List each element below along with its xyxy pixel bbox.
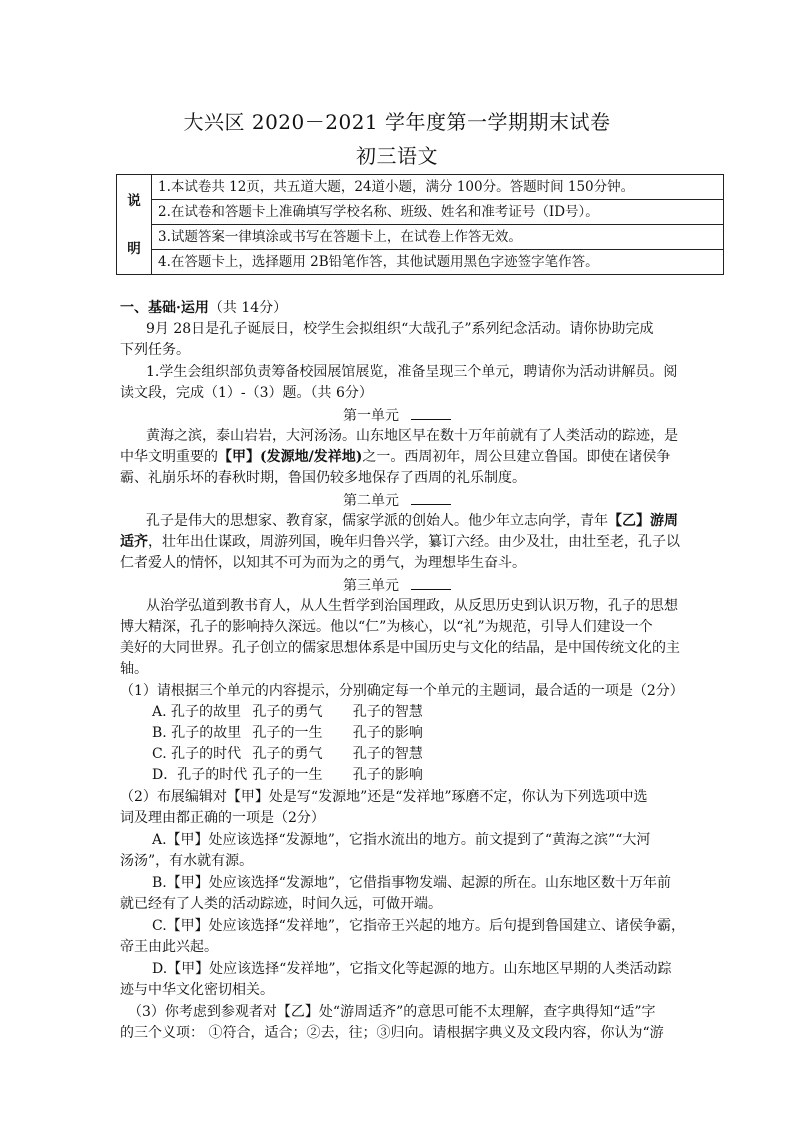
option-c[interactable]: C. 孔子的时代 孔子的勇气 孔子的智慧 (152, 746, 423, 762)
instruction-item: 1.本试卷共 12页，共五道大题，24道小题，满分 100分。答题时间 150分钟。 (152, 175, 724, 200)
unit-1-text: 黄海之滨，泰山岩岩，大河汤汤。山东地区早在数十万年前就有了人类活动的踪迹，是 (146, 428, 678, 444)
unit-1-title: 第一单元 (0, 405, 794, 427)
question-1-intro: 1.学生会组织部负责筹备校园展馆展览，准备呈现三个单元，聘请你为活动讲解员。阅 (146, 364, 678, 380)
unit-3-text: 美好的大同世界。孔子创立的儒家思想体系是中国历史与文化的结晶，是中国传统文化的主 (120, 640, 680, 656)
question-1-2: 词及理由都正确的一项是（2分） (120, 810, 325, 826)
unit-3-text: 博大精深，孔子的影响持久深远。他以“仁”为核心，以“礼”为规范，引导人们建设一个 (120, 619, 653, 635)
question-1-2: （2）布展编辑对【甲】处是写“发源地”还是“发祥地”琢磨不定，你认为下列选项中选 (120, 789, 648, 805)
unit-2-title: 第二单元 (0, 490, 794, 512)
option-c[interactable]: C.【甲】处应该选择“发祥地”，它指帝王兴起的地方。后句提到鲁国建立、诸侯争霸， (152, 918, 685, 934)
instruction-item: 3.试题答案一律填涂或书写在答题卡上，在试卷上作答无效。 (152, 225, 724, 250)
question-1-1: （1）请根据三个单元的内容提示，分别确定每一个单元的主题词，最合适的一项是（2分） (120, 683, 684, 699)
section-intro: 9月 28日是孔子诞辰日，校学生会拟组织“大哉孔子”系列纪念活动。请你协助完成 (146, 321, 654, 337)
section-intro: 下列任务。 (120, 342, 190, 358)
instructions-box (116, 174, 724, 275)
unit-3-title: 第三单元 (0, 575, 794, 597)
answer-blank (411, 490, 451, 505)
question-1-3: 的三个义项： ①符合，适合；②去，往；③归向。请根据字典义及文段内容，你认为“游 (120, 1025, 664, 1041)
unit-2-text: 孔子是伟大的思想家、教育家，儒家学派的创始人。他少年立志向学，青年【乙】游周 (146, 513, 678, 529)
answer-blank (411, 575, 451, 590)
option-d-cont: 迹与中华文化密切相关。 (120, 982, 274, 998)
instruction-item: 2.在试卷和答题卡上准确填写学校名称、班级、姓名和准考证号（ID号）。 (152, 200, 724, 225)
section-heading: 一、基础·运用（共 14分） (120, 300, 288, 316)
unit-2-text: 适齐，壮年出仕谋政，周游列国，晚年归鲁兴学，纂订六经。由少及壮，由壮至老，孔子以 (120, 534, 680, 550)
question-1-intro: 读文段，完成（1）-（3）题。（共 6分） (120, 385, 373, 401)
option-a-cont: 汤汤”，有水就有源。 (120, 853, 254, 869)
option-d[interactable]: D.【甲】处应该选择“发祥地”，它指文化等起源的地方。山东地区早期的人类活动踪 (152, 961, 672, 977)
option-d[interactable]: D．孔子的时代 孔子的一生 孔子的影响 (152, 767, 423, 783)
instructions-label: 说 明 (117, 175, 152, 275)
instruction-item: 4.在答题卡上，选择题用 2B铅笔作答，其他试题用黑色字迹签字笔作答。 (152, 250, 724, 275)
exam-subject: 初三语文 (356, 144, 438, 168)
option-b-cont: 就已经有了人类的活动踪迹，时间久远，可做开端。 (120, 896, 442, 912)
option-c-cont: 帝王由此兴起。 (120, 939, 218, 955)
option-b[interactable]: B. 孔子的故里 孔子的一生 孔子的影响 (152, 725, 423, 741)
option-b[interactable]: B.【甲】处应该选择“发源地”，它借指事物发端、起源的所在。山东地区数十万年前 (152, 875, 672, 891)
unit-3-text: 轴。 (120, 661, 148, 677)
unit-2-text: 仁者爱人的情怀，以知其不可为而为之的勇气，为理想毕生奋斗。 (120, 555, 526, 571)
question-1-3: （3）你考虑到参观者对【乙】处“游周适齐”的意思可能不太理解，查字典得知“适”字 (128, 1004, 656, 1020)
unit-3-text: 从治学弘道到教书育人，从人生哲学到治国理政，从反思历史到认识万物，孔子的思想 (146, 598, 678, 614)
answer-blank (411, 405, 451, 420)
exam-title: 大兴区 2020－2021 学年度第一学期期末试卷 (183, 110, 611, 134)
option-a[interactable]: A. 孔子的故里 孔子的勇气 孔子的智慧 (152, 704, 423, 720)
unit-1-text: 霸、礼崩乐坏的春秋时期，鲁国仍较多地保存了西周的礼乐制度。 (120, 470, 526, 486)
option-a[interactable]: A.【甲】处应该选择“发源地”，它指水流出的地方。前文提到了“黄海之滨”“大河 (152, 832, 651, 848)
unit-1-text: 中华文明重要的【甲】(发源地/发祥地)之一。西周初年，周公旦建立鲁国。即使在诸侯争 (120, 449, 671, 465)
